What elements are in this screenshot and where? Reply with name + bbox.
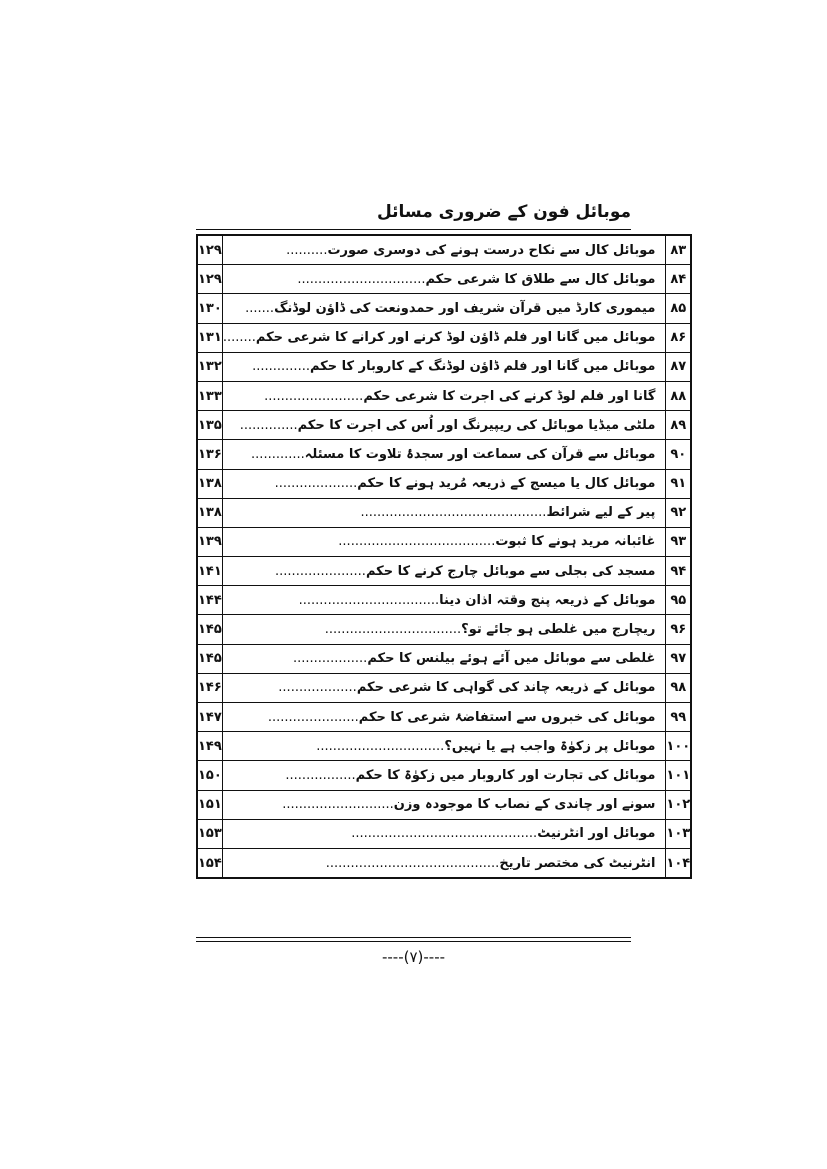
entry-title: سونے اور چاندی کے نصاب کا موجودہ وزن — [393, 797, 656, 813]
entry-title-cell — [222, 848, 666, 878]
table-row — [197, 673, 691, 702]
table-row — [197, 557, 691, 586]
book-title: موبائل فون کے ضروری مسائل — [376, 202, 631, 222]
leader-dots: ............. — [251, 446, 305, 462]
entry-title: میموری کارڈ میں قرآن شریف اور حمدونعت کی ڈاؤن لوڈنگ — [274, 300, 656, 316]
entry-title-cell — [222, 673, 666, 702]
table-row — [197, 848, 691, 878]
page-number: ----(۷)---- — [381, 948, 446, 966]
table-row — [197, 761, 691, 790]
leader-dots: ............................................. — [351, 826, 538, 842]
entry-title-cell — [222, 644, 666, 673]
entry-title: موبائل پر زکوٰۃ واجب ہے یا نہیں؟ — [444, 738, 656, 754]
header-rule — [196, 229, 631, 230]
entry-page: ۱۵۴ — [197, 848, 222, 878]
leader-dots: ................................. — [324, 622, 462, 638]
toc-body — [197, 235, 691, 878]
leader-dots: ............................... — [316, 738, 445, 754]
entry-page: ۱۳۹ — [197, 527, 222, 556]
table-row — [197, 498, 691, 527]
entry-number: ۸۳ — [666, 235, 691, 265]
entry-page: ۱۴۹ — [197, 732, 222, 761]
table-row — [197, 790, 691, 819]
page-number-footer — [196, 944, 631, 970]
leader-dots: ................... — [278, 680, 357, 696]
entry-title-cell — [222, 615, 666, 644]
entry-page: ۱۲۹ — [197, 235, 222, 265]
entry-title-cell — [222, 732, 666, 761]
leader-dots: ........................... — [282, 797, 394, 813]
leader-dots: ............................................. — [360, 505, 547, 521]
table-row — [197, 732, 691, 761]
entry-number: ۱۰۳ — [666, 819, 691, 848]
entry-page: ۱۴۷ — [197, 703, 222, 732]
entry-number: ۹۱ — [666, 469, 691, 498]
entry-title: موبائل کال یا میسج کے ذریعہ مُرید ہونے کا حکم — [357, 476, 656, 492]
leader-dots: .................... — [274, 476, 358, 492]
entry-number: ۹۸ — [666, 673, 691, 702]
entry-title-cell — [222, 440, 666, 469]
entry-title-cell — [222, 703, 666, 732]
entry-title-cell — [222, 352, 666, 381]
entry-title: موبائل کے ذریعہ پنج وقتہ اذان دینا — [439, 592, 656, 608]
entry-page: ۱۳۳ — [197, 381, 222, 410]
leader-dots: .......................................... — [325, 855, 500, 871]
entry-number: ۹۰ — [666, 440, 691, 469]
leader-dots: ............................... — [297, 271, 426, 287]
table-row — [197, 294, 691, 323]
entry-page: ۱۳۰ — [197, 294, 222, 323]
entry-number: ۹۵ — [666, 586, 691, 615]
entry-page: ۱۴۱ — [197, 557, 222, 586]
table-row — [197, 323, 691, 352]
table-of-contents — [196, 234, 692, 879]
entry-title-cell — [222, 235, 666, 265]
table-row — [197, 819, 691, 848]
entry-title: موبائل میں گانا اور فلم ڈاؤن لوڈ کرنے اور کرانے کا شرعی حکم — [255, 330, 656, 346]
entry-title: موبائل کال سے طلاق کا شرعی حکم — [425, 271, 656, 287]
footer-rule-bottom — [196, 941, 631, 942]
entry-title: پیر کے لیے شرائط — [546, 505, 656, 521]
entry-number: ۸۶ — [666, 323, 691, 352]
leader-dots: .............. — [252, 359, 310, 375]
entry-page: ۱۵۱ — [197, 790, 222, 819]
entry-page: ۱۲۹ — [197, 265, 222, 294]
table-row — [197, 644, 691, 673]
entry-title: گانا اور فلم لوڈ کرنے کی اجرت کا شرعی حکم — [363, 388, 656, 404]
entry-number: ۹۷ — [666, 644, 691, 673]
entry-title: انٹرنیٹ کی مختصر تاریخ — [499, 855, 656, 871]
table-row — [197, 586, 691, 615]
entry-page: ۱۳۸ — [197, 498, 222, 527]
entry-title-cell — [222, 761, 666, 790]
leader-dots: .................. — [292, 651, 368, 667]
table-row — [197, 527, 691, 556]
entry-number: ۱۰۲ — [666, 790, 691, 819]
table-row — [197, 235, 691, 265]
leader-dots: ................. — [285, 767, 356, 783]
entry-title-cell — [222, 469, 666, 498]
entry-title-cell — [222, 527, 666, 556]
table-row — [197, 265, 691, 294]
entry-number: ۸۸ — [666, 381, 691, 410]
entry-page: ۱۴۴ — [197, 586, 222, 615]
entry-title: موبائل کی خبروں سے استفاضۂ شرعی کا حکم — [358, 709, 656, 725]
entry-title: موبائل میں گانا اور فلم ڈاؤن لوڈنگ کے کاروبار کا حکم — [309, 359, 656, 375]
entry-title: موبائل کی تجارت اور کاروبار میں زکوٰۃ کا حکم — [355, 767, 656, 783]
entry-number: ۹۲ — [666, 498, 691, 527]
entry-page: ۱۴۶ — [197, 673, 222, 702]
table-row — [197, 411, 691, 440]
entry-title: غلطی سے موبائل میں آئے ہوئے بیلنس کا حکم — [367, 651, 656, 667]
entry-page: ۱۴۵ — [197, 615, 222, 644]
entry-title: موبائل سے قرآن کی سماعت اور سجدۂ تلاوت کا مسئلہ — [304, 446, 656, 462]
leader-dots: ........................ — [264, 388, 364, 404]
entry-number: ۱۰۰ — [666, 732, 691, 761]
leader-dots: ...................................... — [338, 534, 496, 550]
entry-page: ۱۳۶ — [197, 440, 222, 469]
entry-title-cell — [222, 557, 666, 586]
entry-title: موبائل اور انٹرنیٹ — [537, 826, 656, 842]
entry-number: ۹۶ — [666, 615, 691, 644]
entry-title-cell — [222, 294, 666, 323]
entry-title-cell — [222, 819, 666, 848]
entry-page: ۱۳۲ — [197, 352, 222, 381]
entry-title-cell — [222, 381, 666, 410]
entry-number: ۹۴ — [666, 557, 691, 586]
entry-title: ملٹی میڈیا موبائل کی ریپیرنگ اور اُس کی اجرت کا حکم — [297, 417, 656, 433]
entry-page: ۱۵۰ — [197, 761, 222, 790]
entry-title-cell — [222, 586, 666, 615]
entry-title: غائبانہ مرید ہونے کا ثبوت — [495, 534, 656, 550]
entry-number: ۸۴ — [666, 265, 691, 294]
entry-page: ۱۴۵ — [197, 644, 222, 673]
entry-title-cell — [222, 790, 666, 819]
entry-number: ۱۰۴ — [666, 848, 691, 878]
table-row — [197, 703, 691, 732]
leader-dots: ...................... — [267, 709, 359, 725]
table-row — [197, 352, 691, 381]
entry-title-cell — [222, 498, 666, 527]
footer-rule-top — [196, 937, 631, 938]
entry-page: ۱۳۸ — [197, 469, 222, 498]
leader-dots: ...................... — [275, 563, 366, 579]
table-row — [197, 469, 691, 498]
table-row — [197, 440, 691, 469]
entry-number: ۸۵ — [666, 294, 691, 323]
entry-number: ۸۹ — [666, 411, 691, 440]
leader-dots: .............. — [239, 417, 298, 433]
entry-title-cell — [222, 411, 666, 440]
entry-number: ۸۷ — [666, 352, 691, 381]
entry-page: ۱۵۳ — [197, 819, 222, 848]
table-row — [197, 381, 691, 410]
entry-title-cell — [222, 323, 666, 352]
entry-page: ۱۳۵ — [197, 411, 222, 440]
leader-dots: ........ — [222, 330, 256, 346]
entry-number: ۱۰۱ — [666, 761, 691, 790]
leader-dots: ....... — [245, 300, 275, 316]
entry-title: موبائل کے ذریعہ چاند کی گواہی کا شرعی حکم — [356, 680, 656, 696]
running-header — [196, 198, 631, 226]
entry-title: موبائل کال سے نکاح درست ہونے کی دوسری صورت — [327, 242, 656, 258]
entry-number: ۹۹ — [666, 703, 691, 732]
table-row — [197, 615, 691, 644]
entry-title: ریچارج میں غلطی ہو جائے تو؟ — [461, 622, 656, 638]
leader-dots: .................................. — [298, 592, 440, 608]
leader-dots: .......... — [286, 242, 328, 258]
entry-page: ۱۳۱ — [197, 323, 222, 352]
entry-title-cell — [222, 265, 666, 294]
entry-title: مسجد کی بجلی سے موبائل چارج کرنے کا حکم — [365, 563, 656, 579]
entry-number: ۹۳ — [666, 527, 691, 556]
